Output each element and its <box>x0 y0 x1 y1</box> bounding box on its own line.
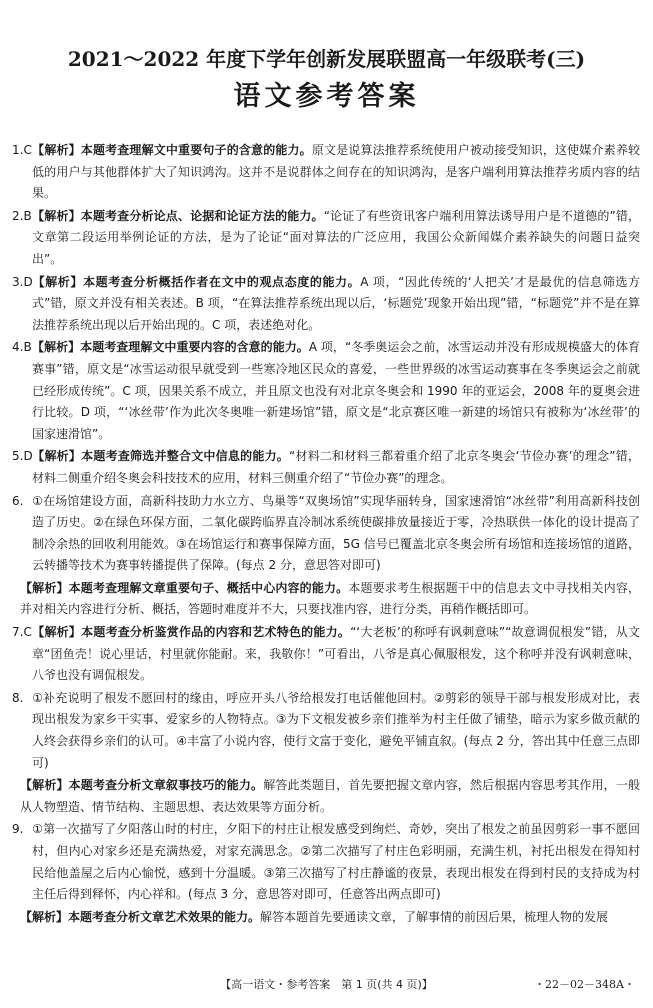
answer-key-title: 语文参考答案 <box>233 81 420 112</box>
analysis-tag: 【解析】本题考查分析概括作者在文中的观点态度的能力。 <box>32 274 361 289</box>
question-number: 2.B <box>12 208 32 223</box>
answer-text: “论证了有些资讯客户端利用算法诱导用户是不道德的”错，文章第二段运用举例论证的方法，是为了论证“面对算法的广泛应用，我国公众新闻媒介素养缺失的问题日益突出”。 <box>32 208 640 266</box>
footer-doc-code: ・22－02－348A・ <box>534 978 635 991</box>
answer-item <box>12 337 640 445</box>
answer-text: ①第一次描写了夕阳落山时的村庄，夕阳下的村庄让根发感受到绚烂、奇妙，突出了根发之前虽因剪彩一事不愿回村，但内心对家乡还是充满热爱，对家充满思念。②第二次描写了村庄色彩明丽，充满生机，衬托出根发在得知村民给他盖屋之后内心愉悦，感到十分温暖。③第三次描写了村庄静谧的夜景，表现出根发在得到村民的支持成为村主任后得到释怀，内心祥和。(每点 3 分，意思答对即可，任意答出两点即可) <box>32 822 640 902</box>
page-footer <box>0 974 653 996</box>
answer-item <box>12 272 640 337</box>
answer-item <box>12 688 640 774</box>
answer-text: 原文是说算法推荐系统使用户被动接受知识，这使媒介素养较低的用户与其他群体扩大了知识鸿沟。这并不是说群体之间存在的知识鸿沟，是客户端利用算法推荐劣质内容的结果。 <box>32 143 640 201</box>
answer-text: “‘大老板’的称呼有讽刺意味”“故意调侃根发”错，从文章“团鱼壳！说心里话，村里就你能耐。来，我敬你！”可看出，八爷是真心佩服根发，这个称呼并没有讽刺意味，八爷也没有调侃根发。 <box>32 625 640 683</box>
question-number: 3.D <box>12 274 33 289</box>
answer-item <box>12 819 640 905</box>
analysis-tag: 【解析】本题考查理解文章重要句子、概括中心内容的能力。 <box>20 580 349 595</box>
answer-item <box>12 622 640 687</box>
analysis-tag: 【解析】本题考查筛选并整合文中信息的能力。 <box>32 449 290 464</box>
analysis-paragraph <box>12 578 640 621</box>
question-number: 1.C <box>12 143 32 157</box>
answer-item <box>12 446 640 489</box>
question-number: 5.D <box>12 449 33 464</box>
analysis-paragraph <box>12 775 640 818</box>
question-number: 8. <box>12 690 24 705</box>
question-number: 6. <box>12 493 24 508</box>
exam-title: 2021～2022 年度下学年创新发展联盟高一年级联考(三) <box>67 47 586 71</box>
analysis-tag: 【解析】本题考查分析鉴赏作品的内容和艺术特色的能力。 <box>32 625 351 640</box>
answer-text: ①补充说明了根发不愿回村的缘由，呼应开头八爷给根发打电话催他回村。②剪彩的领导干部与根发形成对比，表现出根发为家乡干实事、爱家乡的人物特点。③为下文根发被乡亲们推举为村主任做了铺垫，暗示为家乡做贡献的人终会获得乡亲们的认可。④丰富了小说内容，使行文富于变化，避免平铺直叙。(每点 2 分，答出其中任意三点即可) <box>32 690 640 770</box>
answer-item <box>12 206 640 271</box>
answer-text: A 项，“冬季奥运会之前，冰雪运动并没有形成规模盛大的体育赛事”错，原文是“冰雪运动很早就受到一些寒冷地区民众的喜爱，一些世界级的冰雪运动赛事在冬季奥运会之前就已经形成传统”。C 项，因果关系不成立，并且原文也没有对北京冬奥会和 1990 年的亚运会，2008 年的夏奥会进行比较。D 项，“‘冰丝带’作为此次冬奥唯一新建场馆”错，原文是“北京赛区唯一新建的场馆只有被称为‘冰丝带’的国家速滑馆”。 <box>32 340 640 441</box>
footer-page-info: 【高一语文・参考答案 第 1 页(共 4 页)】 <box>220 978 433 991</box>
answer-content <box>12 140 640 929</box>
analysis-tag: 【解析】本题考查分析文章叙事技巧的能力。 <box>20 778 264 793</box>
answer-text: “材料二和材料三都着重介绍了北京冬奥会‘节俭办赛’的理念”错，材料二侧重介绍冬奥会科技技术的应用，材料三侧重介绍了“节俭办赛”的理念。 <box>32 449 640 485</box>
question-number: 7.C <box>12 625 32 640</box>
analysis-text: 本题要求考生根据题干中的信息去文中寻找相关内容，并对相关内容进行分析、概括，答题时难度并不大，只要找准内容，进行分类，再稍作概括即可。 <box>20 580 640 617</box>
answer-text: A 项，“因此传统的‘人把关’才是最优的信息筛选方式”错，原文并没有相关表述。B 项，“在算法推荐系统出现以后，‘标题党’现象开始出现”错，“标题党”并不是在算法推荐系统出现以后开始出现的。C 项，表述绝对化。 <box>32 274 640 332</box>
answer-item <box>12 491 640 577</box>
question-number: 4.B <box>12 340 32 355</box>
answer-item <box>12 140 640 205</box>
page-header <box>0 46 653 114</box>
answer-text: ①在场馆建设方面，高新科技助力水立方、鸟巢等“双奥场馆”实现华丽转身，国家速滑馆“冰丝带”利用高新科技创造了历史。②在绿色环保方面，二氧化碳跨临界直冷制冰系统使碳排放量接近于零，冷热联供一体化的设计提高了制冷余热的回收利用能效。③在场馆运行和赛事保障方面，5G 信号已覆盖北京冬奥会所有场馆和连接场馆的道路，云转播等技术为赛事转播提供了保障。(每点 2 分，意思答对即可) <box>32 493 640 573</box>
analysis-paragraph <box>12 907 640 929</box>
analysis-tag: 【解析】本题考查理解文中重要内容的含意的能力。 <box>32 340 309 355</box>
analysis-tag: 【解析】本题考查分析论点、论据和论证方法的能力。 <box>32 208 324 223</box>
analysis-text: 解答本题首先要通读文章，了解事情的前因后果，梳理人物的发展 <box>260 909 609 924</box>
analysis-text: 解答此类题目，首先要把握文章内容，然后根据内容思考其作用，一般从人物塑造、情节结构、主题思想、表达效果等方面分析。 <box>20 778 640 814</box>
question-number: 9. <box>12 822 24 837</box>
analysis-tag: 【解析】本题考查分析文章艺术效果的能力。 <box>20 909 261 924</box>
analysis-tag: 【解析】本题考查理解文中重要句子的含意的能力。 <box>32 143 312 157</box>
